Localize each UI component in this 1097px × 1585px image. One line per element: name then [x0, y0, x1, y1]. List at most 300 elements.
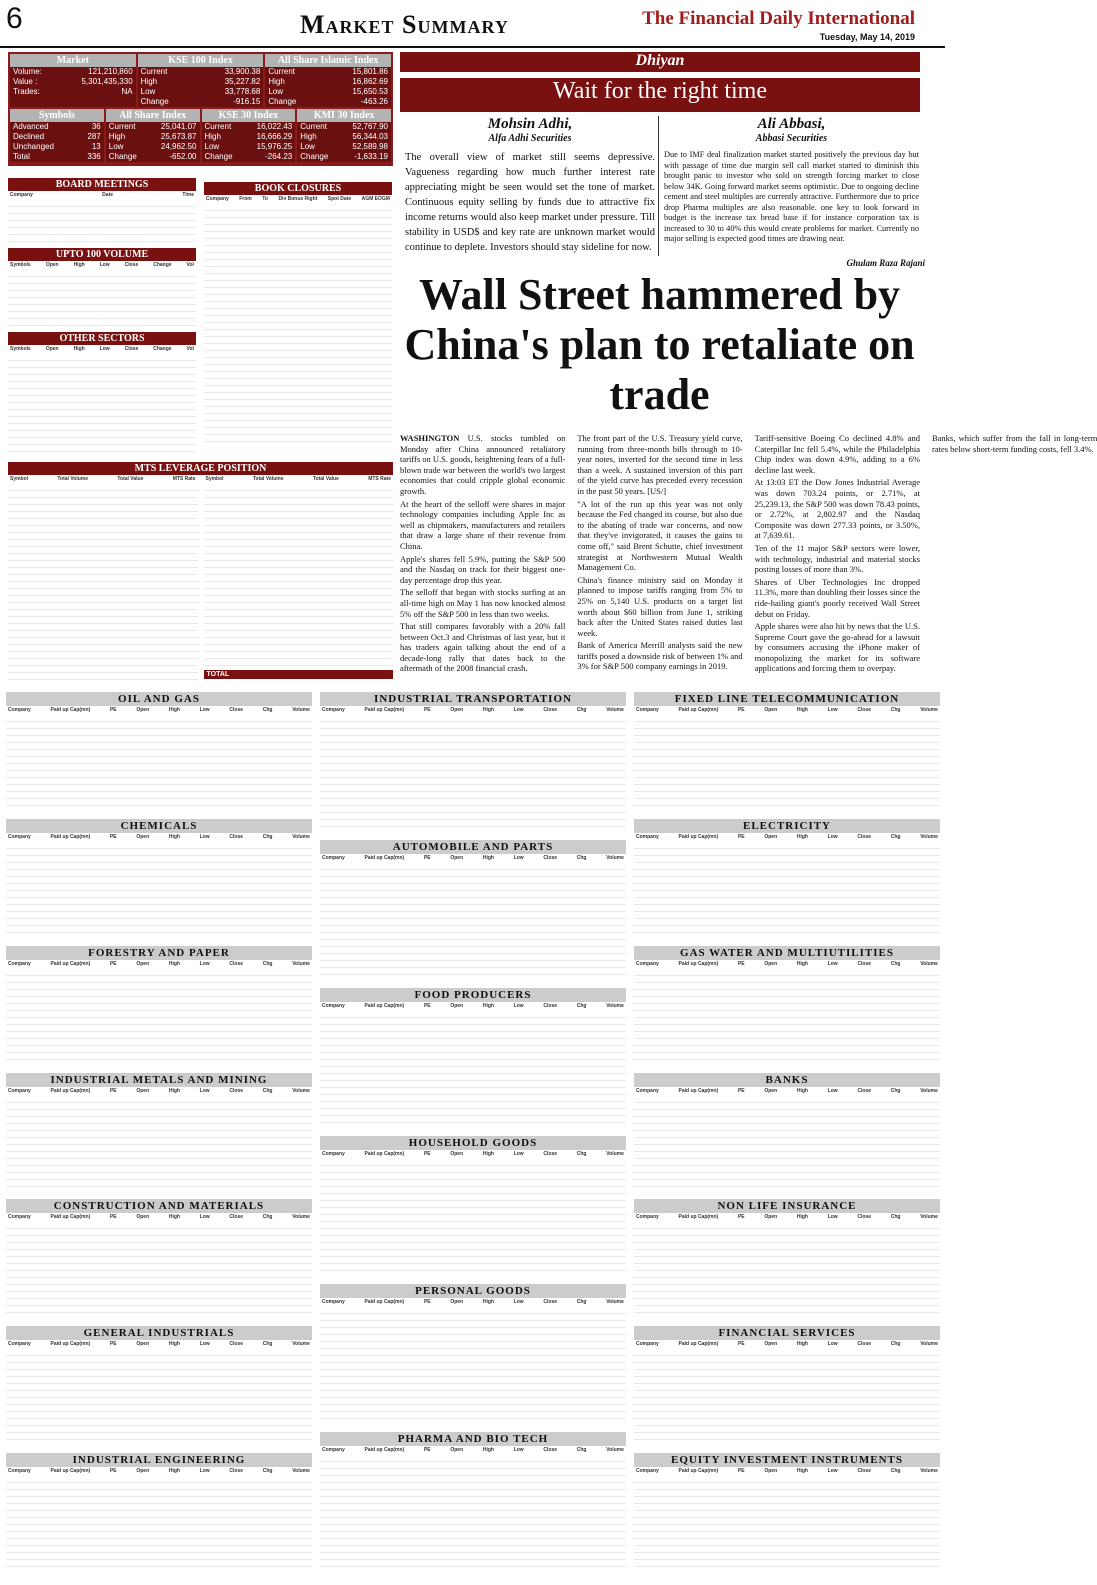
article-paragraph: That still compares favorably with a 20% fall between Oct.3 and Christmas of last year, but it has traders again talking about the end of a decade-long rally that dates back to the aftermath of the 2008 financial crash.	[400, 621, 566, 674]
section-title: Market Summary	[300, 10, 509, 39]
column-header: Paid up Cap(mn)	[50, 833, 91, 840]
stat-label: High	[300, 132, 317, 141]
stat-label: Low	[204, 142, 220, 151]
column-header: Chg	[262, 1214, 273, 1221]
paper-name: The Financial Daily International	[642, 8, 915, 29]
column-header: Symbols	[10, 262, 31, 268]
sector-table-rows	[320, 1011, 626, 1125]
column-header: Close	[543, 707, 558, 713]
stat-value: 24,962.50	[160, 142, 197, 151]
article-paragraph: Shares of Uber Technologies Inc dropped 11.3%, more than doubling their losses since the ride-hailing giant's poorly received Wall Street debut on Friday.	[754, 576, 920, 619]
stat-value: 287	[87, 132, 101, 141]
column-header: Low	[199, 1214, 210, 1221]
column-header: Close	[124, 346, 139, 352]
column-header: High	[168, 1468, 180, 1475]
sector-title: AUTOMOBILE AND PARTS	[320, 840, 626, 854]
column-header: Open	[764, 1214, 778, 1221]
column-header: Chg	[262, 960, 273, 967]
column-header: Chg	[890, 1468, 901, 1475]
column-header: PE	[737, 1214, 745, 1221]
article-paragraph: Banks, which suffer from the fall in long-term rates below short-term funding costs, fell 3.4%.	[931, 433, 1097, 454]
column-header: MTS Rate	[368, 476, 391, 482]
column-header: Company	[322, 855, 345, 861]
sector-table-header	[634, 833, 940, 842]
sector-table	[6, 692, 312, 815]
column-header: Close	[543, 1003, 558, 1009]
issue-date: Tuesday, May 14, 2019	[819, 32, 915, 42]
other-sectors: OTHER SECTORS Symbols Open High Low Close Change Vol	[8, 332, 196, 452]
sector-table	[320, 1136, 626, 1280]
column-header: Paid up Cap(mn)	[50, 1341, 91, 1348]
column-header: Open	[136, 707, 150, 713]
column-header: Low	[199, 1468, 210, 1475]
sector-table-header	[6, 1467, 312, 1476]
column-header: High	[482, 1299, 494, 1305]
column-header: Close	[543, 855, 558, 861]
stat-value: 15,976.25	[256, 142, 293, 151]
stat-value: -1,633.19	[354, 152, 388, 161]
column-header: High	[168, 960, 180, 967]
sector-table	[6, 1073, 312, 1196]
column-header: Paid up Cap(mn)	[364, 1003, 405, 1009]
column-header: Change	[153, 346, 172, 352]
sector-table	[6, 1453, 312, 1576]
column-header: Time	[182, 192, 194, 198]
column-header: Paid up Cap(mn)	[678, 1341, 719, 1348]
column-header: Close	[229, 1341, 244, 1348]
column-header: Company	[8, 1468, 31, 1475]
sector-title: BANKS	[634, 1073, 940, 1087]
column-header: Close	[229, 1087, 244, 1094]
stat-label: Advanced	[13, 122, 49, 131]
sector-title: OIL AND GAS	[6, 692, 312, 706]
column-header: Chg	[576, 707, 587, 713]
column-header: Volume	[920, 833, 938, 840]
stat-row	[297, 132, 391, 142]
stat-row	[10, 142, 104, 152]
column-header: Chg	[262, 1468, 273, 1475]
column-header: Chg	[890, 833, 901, 840]
sector-table-header	[320, 1446, 626, 1455]
allshare-islamic-box: All Share Islamic Index Current 15,801.86 High 16,862.69 Low 15,650.53 Change -463.26	[265, 54, 391, 107]
column-header: PE	[109, 1214, 117, 1221]
column-header: Open	[450, 855, 464, 861]
sector-table-rows	[6, 1096, 312, 1189]
column-header: Volume	[920, 1341, 938, 1348]
sector-table-header	[6, 706, 312, 715]
sector-title: INDUSTRIAL TRANSPORTATION	[320, 692, 626, 706]
sector-table-rows	[634, 715, 940, 808]
column-header: Low	[513, 1151, 524, 1157]
column-header: Chg	[262, 833, 273, 840]
column-header: Total Volume	[252, 476, 284, 482]
sector-table-header	[6, 1340, 312, 1349]
sector-table-header	[634, 1340, 940, 1349]
column-header: Paid up Cap(mn)	[678, 960, 719, 967]
article-paragraph: The selloff that began with stocks surfing at an all-time high on May 1 has now knocked almost 5% off the S&P 500 in less than two weeks.	[400, 587, 566, 619]
column-header: Paid up Cap(mn)	[50, 1087, 91, 1094]
column-header: Close	[857, 1341, 872, 1348]
column-header: Symbols	[10, 346, 31, 352]
sector-table-rows	[634, 969, 940, 1062]
stat-label: Low	[108, 142, 124, 151]
sector-title: PHARMA AND BIO TECH	[320, 1432, 626, 1446]
column-header: High	[796, 1087, 808, 1094]
sector-table	[6, 946, 312, 1069]
sector-table-header	[320, 1002, 626, 1011]
sector-table-header	[320, 706, 626, 715]
stat-value: 121,210,860	[88, 67, 133, 76]
stat-label: High	[140, 77, 158, 86]
article-paragraph: Tariff-sensitive Boeing Co declined 4.8% and Caterpillar Inc fell 5.4%, while the Philadelphia Chip index was down 4.9%, adding to a 6% decline last week.	[754, 433, 920, 475]
stat-value: -916.15	[233, 97, 261, 106]
column-header: Volume	[292, 707, 310, 713]
column-header: Chg	[576, 1447, 587, 1453]
column-header: Company	[636, 833, 659, 840]
stat-row	[106, 122, 200, 132]
column-header: High	[73, 346, 85, 352]
column-header: High	[168, 1214, 180, 1221]
column-header: PE	[109, 960, 117, 967]
article-paragraph: At 13:03 ET the Dow Jones Industrial Average was down 703.24 points, or 2.71%, at 25,239.13, the S&P 500 was down 78.43 points, or 2.72%, at 2,802.97 and the Nasdaq Composite was down 277.33 points, or 3.50%, at 7,639.61.	[754, 477, 920, 541]
stat-value: 56,344.03	[352, 132, 388, 141]
column-header: Total Value	[117, 476, 144, 482]
column-divider	[658, 116, 659, 256]
column-header: Company	[322, 1003, 345, 1009]
column-header: Low	[199, 1087, 210, 1094]
column-header: Chg	[890, 1214, 901, 1221]
column-header: PE	[737, 1087, 745, 1094]
sector-title: EQUITY INVESTMENT INSTRUMENTS	[634, 1453, 940, 1467]
analyst-left: Mohsin Adhi, Alfa Adhi Securities	[487, 116, 573, 144]
column-header: Vol	[186, 262, 194, 268]
stat-value: 35,227.82	[224, 77, 261, 86]
column-header: Company	[636, 960, 659, 967]
sector-table-rows	[320, 1159, 626, 1273]
board-meetings-header	[8, 191, 196, 200]
sector-title: FORESTRY AND PAPER	[6, 946, 312, 960]
column-header: Company	[8, 833, 31, 840]
sector-table	[6, 1326, 312, 1449]
column-header: Chg	[576, 1151, 587, 1157]
stat-row	[138, 77, 264, 87]
stat-row	[10, 122, 104, 132]
stat-label: Low	[268, 87, 284, 96]
stat-value: 15,650.53	[352, 87, 388, 96]
column-header: Company	[636, 1087, 659, 1094]
column-header: Low	[513, 707, 524, 713]
sector-title: GAS WATER AND MULTIUTILITIES	[634, 946, 940, 960]
column-header: Paid up Cap(mn)	[50, 1214, 91, 1221]
sector-title: ELECTRICITY	[634, 819, 940, 833]
column-header: High	[482, 855, 494, 861]
sector-table-header	[6, 960, 312, 969]
column-header: Paid up Cap(mn)	[678, 1214, 719, 1221]
market-summary-panel	[8, 52, 393, 166]
column-header: Symbol	[205, 476, 224, 482]
article-paragraph: "A lot of the run up this year was not only because the Fed changed its course, but also due to the abating of trade war concerns, and now that they've invigorated, it causes the gains to come off," said Brent Schutte, chief investment strategist at Northwestern Mutual Wealth Management Co.	[577, 498, 743, 573]
other-sectors-rows	[8, 354, 196, 452]
masthead	[0, 0, 945, 48]
stat-label: Current	[204, 122, 232, 131]
board-meetings-rows	[8, 200, 196, 250]
column-header: Close	[857, 707, 872, 713]
stat-row	[138, 87, 264, 97]
column-header: Chg	[890, 960, 901, 967]
stat-value: 33,778.68	[224, 87, 261, 96]
sector-table-header	[320, 854, 626, 863]
sector-table	[634, 692, 940, 815]
column-header: High	[796, 707, 808, 713]
stat-label: Volume:	[13, 67, 42, 76]
article-paragraph: At the heart of the selloff were shares in major technology companies including Apple Inc as well as chipmakers, manufacturers and retailers that draw a large share of their revenue from China.	[400, 498, 566, 551]
sector-table	[634, 1453, 940, 1576]
column-header: Volume	[606, 1299, 624, 1305]
sector-title: CONSTRUCTION AND MATERIALS	[6, 1199, 312, 1213]
stat-value: -463.26	[360, 97, 388, 106]
column-header: Close	[857, 1214, 872, 1221]
sector-table	[634, 1199, 940, 1322]
column-header: Spot Date	[327, 196, 352, 202]
column-header: Close	[124, 262, 139, 268]
sector-title: FINANCIAL SERVICES	[634, 1326, 940, 1340]
stat-row	[265, 77, 391, 87]
column-header: Company	[10, 192, 33, 198]
sector-title: NON LIFE INSURANCE	[634, 1199, 940, 1213]
column-header: Change	[153, 262, 172, 268]
sector-column-1	[6, 692, 312, 1580]
column-header: Company	[636, 1468, 659, 1475]
column-header: Open	[136, 1214, 150, 1221]
stat-value: 33,900.38	[224, 67, 261, 76]
stat-row	[10, 152, 104, 162]
column-header: Company	[636, 1341, 659, 1348]
stat-label: Change	[300, 152, 329, 161]
column-header: High	[796, 1214, 808, 1221]
dhiyan-title: Wait for the right time	[400, 78, 920, 112]
column-header: Company	[8, 960, 31, 967]
column-header: PE	[737, 1341, 745, 1348]
stat-row	[297, 142, 391, 152]
stat-label: Current	[268, 67, 296, 76]
kmi30-box: KMI 30 Index Current 52,767.90 High 56,344.03 Low 52,589.98 Change -1,633.19	[297, 109, 391, 162]
stat-label: Change	[140, 97, 169, 106]
column-header: Open	[764, 960, 778, 967]
column-header: PE	[109, 707, 117, 713]
column-header: Low	[513, 855, 524, 861]
column-header: Date	[102, 192, 114, 198]
stat-row	[265, 97, 391, 107]
stat-row	[10, 87, 136, 97]
stat-label: Change	[204, 152, 233, 161]
column-header: Symbol	[10, 476, 29, 482]
column-header: Close	[543, 1447, 558, 1453]
column-header: Paid up Cap(mn)	[364, 1447, 405, 1453]
sector-title: PERSONAL GOODS	[320, 1284, 626, 1298]
column-header: Volume	[606, 855, 624, 861]
column-header: Company	[636, 1214, 659, 1221]
stat-label: Trades:	[13, 87, 40, 96]
sector-table-rows	[634, 1349, 940, 1442]
column-header: Volume	[920, 1214, 938, 1221]
column-header: High	[796, 960, 808, 967]
sector-table-rows	[6, 842, 312, 935]
column-header: Low	[827, 1468, 838, 1475]
column-header: Total Volume	[57, 476, 89, 482]
column-header: Volume	[920, 960, 938, 967]
sector-table-header	[320, 1150, 626, 1159]
column-header: Paid up Cap(mn)	[364, 1299, 405, 1305]
stat-row	[297, 122, 391, 132]
book-closures-header	[204, 195, 392, 204]
column-header: Volume	[292, 833, 310, 840]
column-header: Volume	[606, 1003, 624, 1009]
column-header: Volume	[920, 1468, 938, 1475]
column-header: Low	[513, 1003, 524, 1009]
stat-label: Declined	[13, 132, 45, 141]
column-header: Company	[322, 1447, 345, 1453]
column-header: Low	[827, 1214, 838, 1221]
stat-value: 16,666.29	[256, 132, 293, 141]
stat-value: 15,801.86	[352, 67, 388, 76]
column-header: Low	[827, 707, 838, 713]
sector-table-header	[634, 706, 940, 715]
column-header: Company	[8, 707, 31, 713]
sector-column-2	[320, 692, 626, 1580]
sector-table	[6, 1199, 312, 1322]
sector-title: FOOD PRODUCERS	[320, 988, 626, 1002]
sector-table	[634, 1073, 940, 1196]
sector-table-rows	[320, 863, 626, 977]
stat-row	[138, 67, 264, 77]
stat-row	[265, 87, 391, 97]
column-header: Volume	[606, 707, 624, 713]
column-header: Volume	[292, 1087, 310, 1094]
column-header: Close	[857, 833, 872, 840]
article-paragraph: China's finance ministry said on Monday it planned to impose tariffs ranging from 5% to 25% on 5,140 U.S. products on a target list worth about $60 billion from June 1, striking back after the United States raised duties last week.	[577, 574, 743, 638]
stat-row	[10, 67, 136, 77]
column-header: Low	[199, 1341, 210, 1348]
sector-table-rows	[6, 969, 312, 1062]
column-header: Open	[450, 1299, 464, 1305]
kse30-box: KSE 30 Index Current 16,022.43 High 16,666.29 Low 15,976.25 Change -264.23	[202, 109, 296, 162]
column-header: Close	[857, 1468, 872, 1475]
column-header: Close	[543, 1151, 558, 1157]
column-header: Open	[450, 1151, 464, 1157]
column-header: Volume	[920, 707, 938, 713]
sector-table-header	[6, 1087, 312, 1096]
column-header: Close	[229, 707, 244, 713]
column-header: MTS Rate	[172, 476, 196, 482]
stat-value: 13	[91, 142, 101, 151]
column-header: Chg	[890, 1341, 901, 1348]
column-header: PE	[109, 833, 117, 840]
sector-table-rows	[6, 1349, 312, 1442]
symbols-box: Symbols Advanced 36 Declined 287 Unchanged 13 Total 336	[10, 109, 104, 162]
column-header: Open	[764, 1341, 778, 1348]
column-header: Open	[45, 346, 59, 352]
stat-label: Value :	[13, 77, 38, 86]
column-header: Chg	[576, 1003, 587, 1009]
sector-table-header	[634, 960, 940, 969]
column-header: Paid up Cap(mn)	[364, 1151, 405, 1157]
stat-value: 36	[91, 122, 101, 131]
column-header: High	[482, 1003, 494, 1009]
stat-value: 5,301,435,330	[81, 77, 133, 86]
stat-row	[202, 142, 296, 152]
mts-leverage-position: MTS LEVERAGE POSITION Symbol Total Volume Total Value MTS Rate Symbol Total Volume Total Value MTS Rate TOTAL	[8, 462, 393, 680]
column-header: Total Value	[312, 476, 339, 482]
page-number: 6	[6, 2, 23, 35]
sector-title: CHEMICALS	[6, 819, 312, 833]
sector-table	[320, 1432, 626, 1576]
column-header: Low	[199, 707, 210, 713]
stat-label: Total	[13, 152, 30, 161]
stat-value: -264.23	[265, 152, 293, 161]
stat-value: 52,767.90	[352, 122, 388, 131]
stat-row	[10, 132, 104, 142]
column-header: High	[796, 1341, 808, 1348]
column-header: Paid up Cap(mn)	[678, 833, 719, 840]
column-header: PE	[737, 833, 745, 840]
article-body	[400, 433, 1097, 685]
column-header: High	[168, 707, 180, 713]
upto-100-rows	[8, 270, 196, 340]
stat-row	[202, 152, 296, 162]
board-meetings: BOARD MEETINGS Company Date Time	[8, 178, 196, 250]
stat-value: NA	[121, 87, 133, 96]
sector-table-rows	[320, 1307, 626, 1421]
column-header: Paid up Cap(mn)	[50, 707, 91, 713]
kse100-box: KSE 100 Index Current 33,900.38 High 35,227.82 Low 33,778.68 Change -916.15	[138, 54, 264, 107]
column-header: Paid up Cap(mn)	[678, 707, 719, 713]
column-header: Low	[99, 262, 110, 268]
sector-table	[320, 988, 626, 1132]
stat-label: High	[204, 132, 221, 141]
article-paragraph: Ten of the 11 major S&P sectors were lower, with technology, industrial and material stocks posting losses of more than 3%.	[754, 542, 920, 575]
book-closures-rows	[204, 204, 392, 444]
column-header: Low	[99, 346, 110, 352]
sector-table	[634, 946, 940, 1069]
column-header: Volume	[606, 1151, 624, 1157]
column-header: PE	[109, 1087, 117, 1094]
stat-label: Current	[108, 122, 136, 131]
column-header: High	[168, 1087, 180, 1094]
column-header: Chg	[262, 1087, 273, 1094]
stat-label: Change	[268, 97, 297, 106]
dateline: WASHINGTON	[400, 433, 468, 443]
column-header: PE	[737, 707, 745, 713]
stat-row	[265, 67, 391, 77]
sector-table-rows	[634, 1476, 940, 1569]
column-header: Company	[8, 1341, 31, 1348]
column-header: PE	[737, 960, 745, 967]
column-header: High	[796, 833, 808, 840]
column-header: PE	[423, 1003, 431, 1009]
column-header: Company	[636, 707, 659, 713]
column-header: Close	[229, 833, 244, 840]
column-header: Low	[827, 1087, 838, 1094]
sector-table	[6, 819, 312, 942]
mts-total: TOTAL	[204, 670, 394, 679]
column-header: Paid up Cap(mn)	[364, 707, 405, 713]
stat-label: Low	[140, 87, 156, 96]
sector-table-rows	[634, 842, 940, 935]
stat-row	[106, 132, 200, 142]
column-header: AGM EOGM	[361, 196, 390, 202]
column-header: Volume	[292, 1214, 310, 1221]
upto-100-volume: UPTO 100 VOLUME Symbols Open High Low Close Change Vol	[8, 248, 196, 340]
